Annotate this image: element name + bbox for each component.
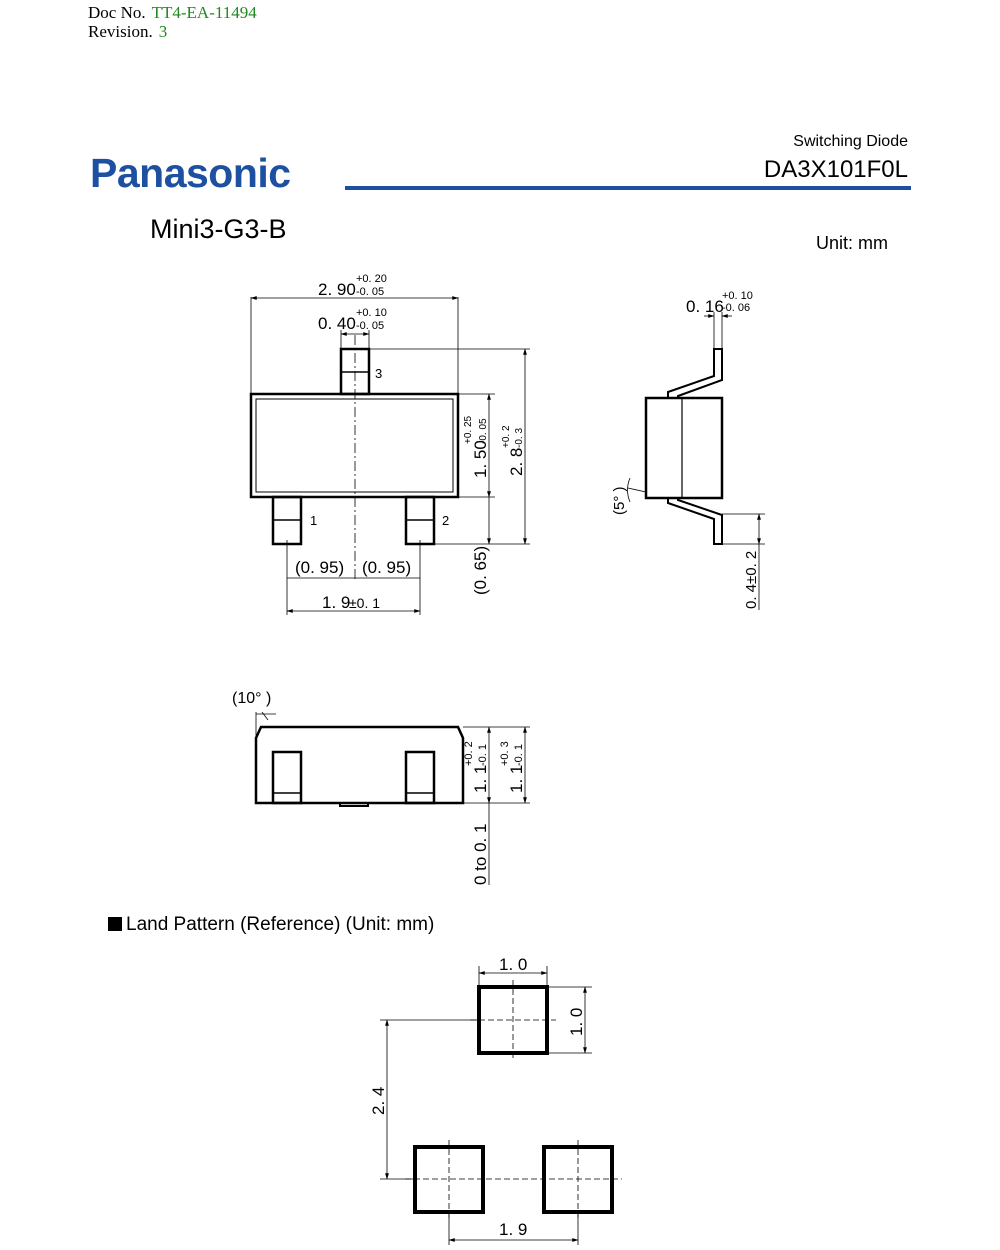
dim-body-plus: +0. 25	[463, 415, 474, 444]
bullet-square-icon	[108, 917, 122, 931]
dim-body-main: 1. 50	[471, 440, 490, 478]
land-pad-width: 1. 0	[499, 955, 528, 974]
dim-lead-plus: +0. 10	[356, 307, 387, 319]
dim-overall-plus: +0. 2	[501, 425, 512, 448]
front-view-body	[256, 727, 463, 803]
dim-width-minus: -0. 05	[356, 286, 385, 298]
land-pattern-title-text: Land Pattern (Reference) (Unit: mm)	[126, 914, 435, 935]
dim-standoff: 0 to 0. 1	[471, 823, 490, 885]
unit-label: Unit: mm	[816, 233, 888, 253]
front-lead-right	[406, 752, 434, 803]
front-view-labels	[232, 690, 526, 885]
top-view-body-inner	[256, 399, 453, 492]
dim-thick-minus: -0. 06	[722, 302, 751, 314]
dim-overall-main: 2. 8	[507, 447, 526, 476]
dim-span-tol: ±0. 1	[349, 595, 381, 611]
panasonic-logo: Panasonic	[90, 150, 291, 196]
front-angle: (10° )	[232, 690, 272, 707]
dim-h1-plus: +0. 2	[463, 741, 475, 766]
doc-no-value: TT4-EA-11494	[151, 3, 257, 22]
land-pad-height: 1. 0	[567, 1007, 586, 1036]
revision-label: Revision.	[88, 22, 153, 41]
dim-thick-plus: +0. 10	[722, 290, 753, 302]
side-view-labels	[611, 290, 760, 609]
dim-h2-main: 1. 1	[507, 764, 526, 793]
land-pattern-title	[108, 914, 434, 936]
top-view-body	[251, 394, 458, 497]
side-view-body	[646, 398, 722, 498]
land-pad-pitch: 1. 9	[499, 1220, 528, 1239]
top-view-labels	[295, 273, 526, 612]
package-name: Mini3-G3-B	[150, 214, 287, 244]
land-row-spacing: 2. 4	[369, 1086, 388, 1115]
dim-h2-plus: +0. 3	[499, 741, 511, 766]
dim-h1-minus: -0. 1	[477, 743, 489, 766]
dim-lead-minus: -0. 05	[356, 320, 385, 332]
doc-no-label: Doc No.	[88, 3, 146, 22]
product-category: Switching Diode	[793, 133, 908, 150]
pin-3-label: 3	[375, 366, 383, 381]
dim-body-minus: -0. 05	[478, 418, 489, 444]
dim-pitch-left: (0. 95)	[295, 558, 345, 577]
dim-span-main: 1. 9	[322, 593, 351, 612]
pin-2-label: 2	[442, 513, 450, 528]
dim-width-main: 2. 90	[318, 280, 356, 299]
part-number: DA3X101F0L	[763, 156, 908, 183]
side-angle: (5° )	[611, 486, 628, 515]
dim-pitch-right: (0. 95)	[362, 558, 412, 577]
dim-lead-ext: (0. 65)	[471, 545, 490, 595]
front-lead-left	[273, 752, 301, 803]
dim-thick-main: 0. 16	[686, 297, 724, 316]
pin-1-label: 1	[310, 513, 318, 528]
dim-h1-main: 1. 1	[471, 764, 490, 793]
dim-width-plus: +0. 20	[356, 273, 387, 285]
dim-overall-minus: -0. 3	[514, 427, 525, 448]
dim-foot: 0. 4±0. 2	[743, 550, 760, 609]
dim-h2-minus: -0. 1	[513, 743, 525, 766]
dim-lead-main: 0. 40	[318, 314, 356, 333]
revision-value: 3	[158, 22, 168, 41]
